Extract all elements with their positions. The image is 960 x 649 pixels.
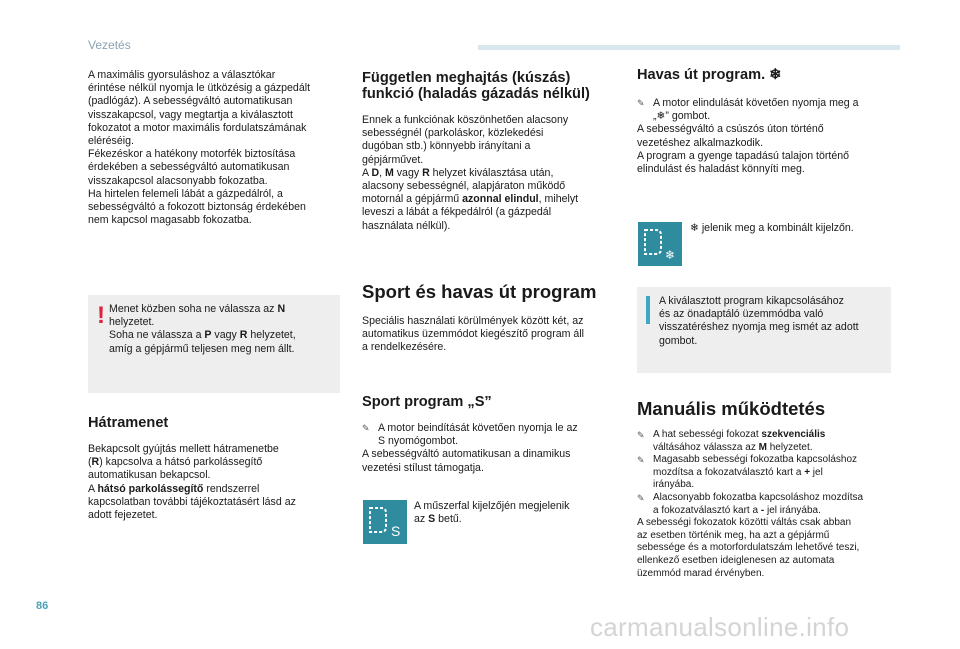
intro-line: nem kapcsol magasabb fokozatba. xyxy=(88,214,252,227)
snow-mode-display-icon xyxy=(638,222,682,266)
creep-text: használata nélkül). xyxy=(362,219,451,232)
manual-title: Manuális működtetés xyxy=(637,398,826,419)
manual-bullet: ✎ A hat sebességi fokozat szekvenciális váltásához válassza az M helyzetet. xyxy=(637,429,826,453)
svg-text:❄: ❄ xyxy=(665,248,676,262)
bullet-marker: ✎ xyxy=(637,98,645,108)
warning-line: helyzetet. xyxy=(109,316,155,329)
svg-text:S: S xyxy=(391,523,401,539)
info-icon xyxy=(646,296,650,324)
intro-line: Fékezéskor a hatékony motorfék biztosítása xyxy=(88,148,296,161)
reverse-title: Hátramenet xyxy=(88,415,169,431)
sport-snow-text: a rendelkezésére. xyxy=(362,341,447,354)
reverse-text: (R) kapcsolva a hátsó parkolássegítő xyxy=(88,456,263,469)
reverse-section xyxy=(88,415,338,522)
sport-mode-display-icon xyxy=(363,500,407,544)
creep-title: funkció (haladás gázadás nélkül) xyxy=(362,86,590,102)
snow-text: A program a gyenge tapadású talajon történő xyxy=(637,149,850,162)
bullet-marker: ✎ xyxy=(637,492,645,503)
bullet-marker: ✎ xyxy=(362,423,370,433)
warning-line: Menet közben soha ne válassza az N xyxy=(109,303,286,315)
bullet-marker: ✎ xyxy=(637,455,645,466)
snow-text: A sebességváltó a csúszós úton történő xyxy=(637,123,824,136)
manual-bullet: ✎ Alacsonyabb fokozatba kapcsoláshoz mozdítsa a fokozatválasztó kart a - jel irányába. xyxy=(637,491,864,516)
snow-bullet: ✎ A motor elindulását követően nyomja meg a „❄” gombot. xyxy=(637,97,859,123)
header-bar xyxy=(478,45,900,50)
info-line: gombot. xyxy=(659,334,698,347)
snow-title: Havas út program. ❄ xyxy=(637,67,782,83)
intro-line: (padlógáz). A sebességváltó automatikusan xyxy=(88,95,293,108)
chapter-label: Vezetés xyxy=(88,38,131,52)
intro-line: Ha hirtelen felemeli lábát a gázpedálról, a xyxy=(88,187,283,200)
sport-title: Sport program „S” xyxy=(362,394,492,410)
manual-text: sebessége és a motorfordulatszám lehetővé teszi, xyxy=(637,542,860,554)
intro-line: fokozatot a motor maximális fordulatszámának xyxy=(88,121,307,134)
column-1 xyxy=(88,69,338,227)
bullet-marker: ✎ xyxy=(637,430,645,440)
snow-section xyxy=(637,67,895,176)
reverse-text: kapcsolatban további tájékoztatásért lásd az xyxy=(88,495,296,508)
sport-snow-text: automatikus üzemmódot kiegészítő program áll xyxy=(362,328,584,341)
manual-text: ellenkező esetben ideiglenesen az automata xyxy=(637,554,835,566)
creep-text: A D, M vagy R helyzet kiválasztása után, xyxy=(362,166,554,179)
reverse-text: A hátsó parkolássegítő rendszerrel xyxy=(88,482,260,495)
intro-line: visszakapcsol, vagy megtartja a kiválasztott xyxy=(88,108,293,121)
sport-snow-title: Sport és havas út program xyxy=(362,281,597,302)
manual-text: A sebességi fokozatok közötti váltás csak abban xyxy=(637,517,852,529)
intro-line: A maximális gyorsuláshoz a választókar xyxy=(88,69,276,81)
info-line: visszatéréshez nyomja meg ismét az adott xyxy=(659,321,859,334)
intro-paragraph xyxy=(88,69,338,227)
manual-bullet: ✎ Magasabb sebességi fokozatba kapcsoláshoz mozdítsa a fokozatválasztó kart a + jel irányába. xyxy=(637,454,858,491)
warning-line: amíg a gépjármű teljesen meg nem állt. xyxy=(109,342,295,355)
sport-section xyxy=(362,394,624,475)
creep-text: gépjárművet. xyxy=(362,153,424,166)
intro-line: érdekében a sebességváltó automatikusan xyxy=(88,161,290,174)
sport-text: A sebességváltó automatikusan a dinamikus xyxy=(362,448,571,461)
snow-text: elindulást és haladást könnyíti meg. xyxy=(637,163,805,176)
warning-icon: ! xyxy=(97,302,105,329)
creep-text: motornál a gépjármű azonnal elindul, mihelyt xyxy=(362,193,579,206)
creep-text: sebességnél (parkoláskor, közlekedési xyxy=(362,127,544,140)
intro-line: eléréséig. xyxy=(88,135,134,148)
reverse-text: adott fejezetet. xyxy=(88,509,158,522)
snow-text: vezetéshez alkalmazkodik. xyxy=(637,136,764,149)
sport-snow-text: Speciális használati körülmények között két, az xyxy=(362,315,584,327)
sport-snow-section xyxy=(362,281,624,355)
info-box xyxy=(637,287,891,373)
info-line: A kiválasztott program kikapcsolásához xyxy=(659,295,844,307)
creep-text: dugóban stb.) könnyebb irányítani a xyxy=(362,140,531,153)
creep-title: Független meghajtás (kúszás) xyxy=(362,70,571,86)
manual-text: az esetben történik meg, ha azt a gépjármű xyxy=(637,529,830,541)
creep-text: leveszi a lábát a fékpedálról (a gázpedál xyxy=(362,206,552,219)
warning-box xyxy=(88,295,340,393)
reverse-text: automatikusan bekapcsol. xyxy=(88,469,211,482)
warning-line: Soha ne válassza a P vagy R helyzetet, xyxy=(109,329,296,342)
info-line: és az önadaptáló üzemmódba való xyxy=(659,308,824,321)
intro-line: sebességváltó a fokozott biztonság érdekében xyxy=(88,201,306,214)
intro-line: érintése nélkül nyomja le ütközésig a gázpedált xyxy=(88,82,311,95)
manual-text: üzemmód marad érvényben. xyxy=(637,567,765,579)
sport-display-note: A műszerfal kijelzőjén megjelenik az S betű. xyxy=(414,500,570,526)
creep-section xyxy=(362,70,622,233)
manual-section xyxy=(637,398,899,580)
sport-bullet: ✎ A motor beindítását követően nyomja le az S nyomógombot. xyxy=(362,422,578,448)
sport-text: vezetési stílust támogatja. xyxy=(362,461,484,474)
creep-text: alacsony sebességnél, alapjáraton működő xyxy=(362,180,566,193)
intro-line: visszakapcsol alacsonyabb fokozatba. xyxy=(88,174,268,187)
page-number: 86 xyxy=(36,600,49,612)
snow-display-note: ❄ jelenik meg a kombinált kijelzőn. xyxy=(690,222,854,234)
watermark: carmanualsonline.info xyxy=(590,612,850,642)
creep-text: Ennek a funkciónak köszönhetően alacsony xyxy=(362,114,569,126)
reverse-text: Bekapcsolt gyújtás mellett hátramenetbe xyxy=(88,443,279,455)
